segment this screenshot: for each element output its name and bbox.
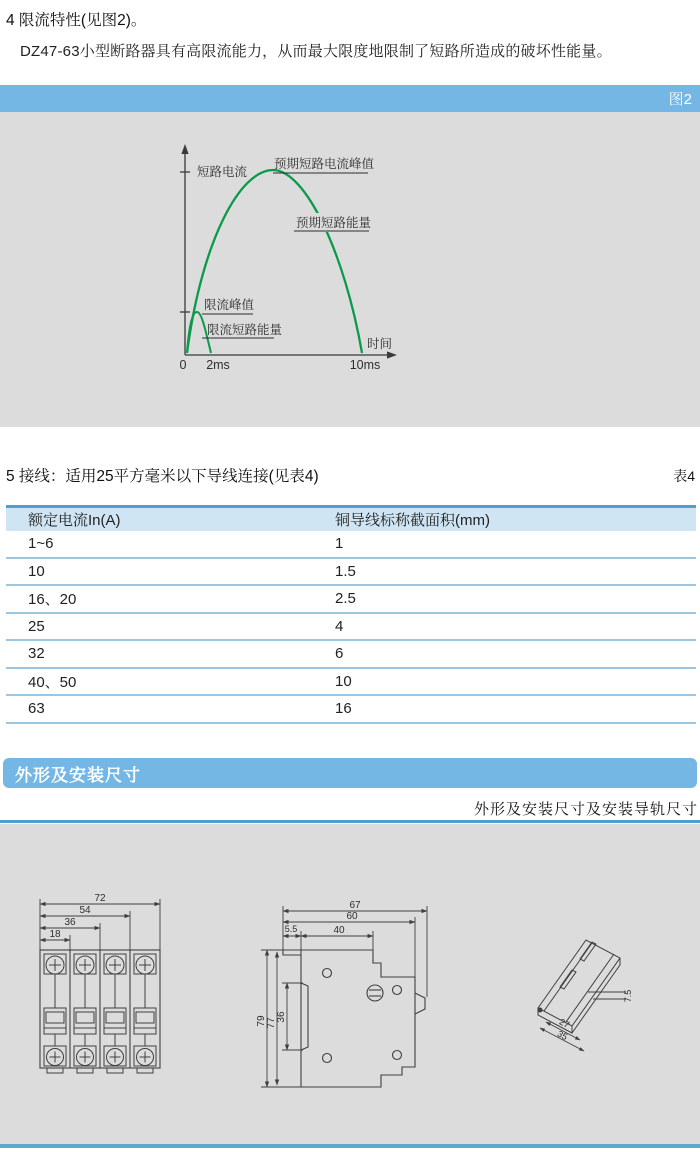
table-row [6, 559, 696, 587]
table-row [6, 641, 696, 669]
dim-27: 27 [557, 1016, 572, 1031]
table-row [6, 669, 696, 697]
table-row [6, 614, 696, 642]
dim-36-side: 36 [276, 1011, 287, 1023]
figure2-badge: 图2 [668, 91, 692, 108]
dim-54: 54 [79, 905, 91, 916]
front-view-drawing [35, 890, 170, 1090]
dim-7-5: 7.5 [623, 989, 633, 1003]
x-tick-0: 0 [179, 358, 187, 372]
dim-79: 79 [256, 1015, 267, 1027]
x-tick-10ms: 10ms [349, 358, 381, 372]
annotation-limited-energy: 限流短路能量 [207, 323, 283, 337]
side-view-drawing [255, 895, 435, 1095]
annotation-limited-peak: 限流峰值 [204, 298, 255, 312]
table-row [6, 586, 696, 614]
outline-section-header-bar [3, 758, 697, 788]
caption-rule [0, 820, 700, 823]
cell-current: 32 [28, 645, 45, 663]
dim-36: 36 [64, 917, 76, 928]
outline-caption: 外形及安装尺寸及安装导轨尺寸 [473, 801, 698, 818]
figure2-header-bar [0, 85, 700, 112]
annotation-prospective-energy: 预期短路能量 [296, 216, 372, 230]
section4-paragraph: DZ47-63小型断路器具有高限流能力，从而最大限度地限制了短路所造成的破坏性能量。 [20, 43, 612, 60]
cell-current: 16、20 [28, 591, 77, 609]
cell-section: 2.5 [335, 590, 356, 608]
dimension-drawings-panel [0, 824, 700, 1144]
section5-heading: 5 接线：适用25平方毫米以下导线连接(见表4) [6, 468, 319, 485]
cell-current: 25 [28, 617, 45, 635]
dim-77: 77 [266, 1017, 277, 1029]
cell-current: 63 [28, 700, 45, 718]
cell-section: 1 [335, 535, 344, 553]
dim-67: 67 [349, 900, 361, 911]
din-rail-drawing [530, 924, 650, 1054]
dim-60: 60 [346, 911, 358, 922]
current-limit-chart-panel [0, 112, 700, 427]
x-axis-arrow [387, 351, 397, 358]
table-row [6, 531, 696, 559]
bottom-rule [0, 1144, 700, 1148]
wiring-table [6, 505, 696, 724]
cell-section: 1.5 [335, 562, 356, 580]
y-axis-label: 短路电流 [197, 165, 248, 179]
rail-body [538, 940, 621, 1033]
cell-section: 16 [335, 700, 352, 718]
cell-current: 10 [28, 562, 45, 580]
col-header-wire-section: 铜导线标称截面积(mm) [335, 512, 490, 529]
table4-badge: 表4 [673, 468, 695, 484]
y-axis-arrow [181, 144, 188, 154]
section4-heading: 4 限流特性(见图2)。 [6, 12, 147, 29]
breaker-body [40, 950, 160, 1068]
col-header-rated-current: 额定电流In(A) [28, 512, 121, 529]
cell-section: 10 [335, 672, 352, 690]
front-view-dimensions [40, 899, 160, 950]
wiring-table-header [6, 505, 696, 531]
x-axis-label: 时间 [367, 337, 393, 351]
cell-current: 40、50 [28, 673, 77, 691]
rail-dimensions [540, 992, 626, 1051]
annotation-prospective-peak: 预期短路电流峰值 [274, 157, 375, 171]
dim-5-5: 5.5 [284, 924, 298, 934]
cell-section: 4 [335, 617, 344, 635]
cell-current: 1~6 [28, 535, 54, 553]
dim-40: 40 [333, 925, 345, 936]
outline-section-title: 外形及安装尺寸 [15, 765, 141, 785]
cell-section: 6 [335, 645, 344, 663]
side-view-body [283, 950, 425, 1087]
current-limit-chart [140, 135, 420, 375]
x-tick-2ms: 2ms [206, 358, 230, 372]
dim-18: 18 [49, 929, 61, 940]
table-row [6, 696, 696, 724]
dim-72: 72 [94, 893, 106, 904]
section5-heading-row [0, 464, 700, 486]
dim-35: 35 [555, 1028, 570, 1043]
